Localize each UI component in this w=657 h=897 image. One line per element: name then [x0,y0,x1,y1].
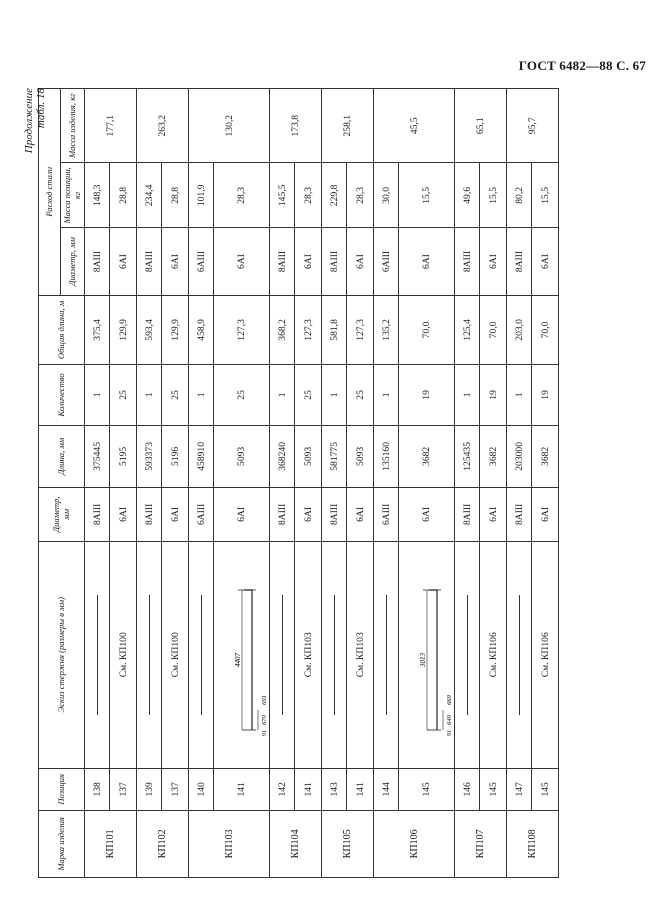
mass-pos-cell: 28,3 [214,163,270,228]
position-cell: 145 [480,768,507,810]
mass-item-cell: 95,7 [507,89,559,163]
total-length-cell: 70,0 [532,295,559,365]
diameter-cell: 6АI [399,488,455,541]
continuation-label: Продолжение табл. 18 [23,88,47,154]
table-row [507,89,532,878]
length-cell: 203000 [507,425,532,488]
total-length-cell: 127,3 [214,295,270,365]
dim-a: 3013 [418,652,427,667]
dim-d: 91 [446,729,453,736]
quantity-cell: 1 [455,365,480,425]
quantity-cell: 19 [399,365,455,425]
table-row [162,89,189,878]
diameter-cell: 8АIII [455,488,480,541]
total-length-cell: 129,9 [162,295,189,365]
mass-pos-cell: 28,3 [347,163,374,228]
table-row [480,89,507,878]
sketch-line [201,595,202,715]
total-length-cell: 129,9 [110,295,137,365]
length-cell: 375445 [85,425,110,488]
total-length-cell: 458,9 [189,295,214,365]
diameter2-cell: 8АIII [455,228,480,295]
mass-pos-cell: 101,9 [189,163,214,228]
sketch-line [519,595,520,715]
col-diameter: Диаметр, мм [39,488,85,541]
sketch-cell [270,541,295,768]
diameter2-cell: 8АIII [137,228,162,295]
length-cell: 5093 [347,425,374,488]
table-row [110,89,137,878]
diameter-cell: 8АIII [322,488,347,541]
col-length: Длина, мм [39,425,85,488]
sketch-cell [399,541,455,768]
sketch-cell: См. КП100 [110,541,137,768]
table-row [532,89,559,878]
position-cell: 147 [507,768,532,810]
mark-cell: КП106 [374,810,455,877]
mark-cell: КП103 [189,810,270,877]
quantity-cell: 19 [532,365,559,425]
mass-pos-cell: 28,8 [162,163,189,228]
diameter-cell: 6АI [480,488,507,541]
diameter2-cell: 6АI [110,228,137,295]
sketch-line [386,595,387,715]
table-row [214,89,270,878]
col-mark: Марка изделия [39,810,85,877]
mark-cell: КП101 [85,810,137,877]
quantity-cell: 25 [162,365,189,425]
diameter2-cell: 8АIII [270,228,295,295]
col-mass-item: Масса изделия, кг [61,89,85,163]
quantity-cell: 1 [137,365,162,425]
total-length-cell: 368,2 [270,295,295,365]
col-steel-group: Расход стали [39,89,61,296]
length-cell: 5093 [295,425,322,488]
position-cell: 137 [162,768,189,810]
position-cell: 144 [374,768,399,810]
mark-cell: КП104 [270,810,322,877]
sketch-cell [374,541,399,768]
sketch-cell [214,541,270,768]
quantity-cell: 1 [374,365,399,425]
total-length-cell: 203,0 [507,295,532,365]
diameter2-cell: 6АIII [374,228,399,295]
diameter-cell: 6АI [532,488,559,541]
diameter-cell: 6АI [162,488,189,541]
position-cell: 145 [399,768,455,810]
mass-pos-cell: 148,3 [85,163,110,228]
diameter2-cell: 6АI [347,228,374,295]
length-cell: 5195 [110,425,137,488]
mass-item-cell: 45,5 [374,89,455,163]
table-row [270,89,295,878]
length-cell: 458910 [189,425,214,488]
length-cell: 581775 [322,425,347,488]
quantity-cell: 1 [322,365,347,425]
mass-item-cell: 65,1 [455,89,507,163]
table-row [399,89,455,878]
length-cell: 368240 [270,425,295,488]
quantity-cell: 19 [480,365,507,425]
mass-pos-cell: 15,5 [399,163,455,228]
col-quantity: Количество [39,365,85,425]
position-cell: 139 [137,768,162,810]
length-cell: 135160 [374,425,399,488]
diameter-cell: 6АI [295,488,322,541]
total-length-cell: 70,0 [480,295,507,365]
sketch-cell: См. КП103 [347,541,374,768]
total-length-cell: 135,2 [374,295,399,365]
sketch-line [97,595,98,715]
col-mass-pos: Масса позиции, кг [61,163,85,228]
sketch-cell [85,541,110,768]
position-cell: 137 [110,768,137,810]
length-cell: 3682 [399,425,455,488]
rebar-sketch-drawing [401,570,453,740]
total-length-cell: 127,3 [347,295,374,365]
quantity-cell: 1 [189,365,214,425]
length-cell: 3682 [480,425,507,488]
table-row [189,89,214,878]
quantity-cell: 25 [295,365,322,425]
diameter-cell: 6АI [214,488,270,541]
position-cell: 141 [214,768,270,810]
position-cell: 141 [347,768,374,810]
diameter2-cell: 6АI [162,228,189,295]
sketch-cell: См. КП103 [295,541,322,768]
quantity-cell: 1 [507,365,532,425]
quantity-cell: 1 [270,365,295,425]
diameter2-cell: 6АI [480,228,507,295]
table-row [137,89,162,878]
specification-table [38,88,559,878]
length-cell: 593373 [137,425,162,488]
diameter-cell: 6АIII [374,488,399,541]
total-length-cell: 127,3 [295,295,322,365]
mass-item-cell: 263,2 [137,89,189,163]
length-cell: 3682 [532,425,559,488]
dim-b: 670 [260,714,268,725]
mark-cell: КП108 [507,810,559,877]
sketch-cell [137,541,162,768]
mass-pos-cell: 145,5 [270,163,295,228]
diameter2-cell: 6АI [295,228,322,295]
mass-item-cell: 177,1 [85,89,137,163]
col-total-length: Общая длина, м [39,295,85,365]
dim-d: 91 [261,729,268,736]
sketch-line [467,595,468,715]
sketch-cell [455,541,480,768]
diameter-cell: 8АIII [507,488,532,541]
quantity-cell: 25 [214,365,270,425]
total-length-cell: 581,8 [322,295,347,365]
position-cell: 141 [295,768,322,810]
mark-cell: КП105 [322,810,374,877]
sketch-cell: См. КП106 [532,541,559,768]
table-row [322,89,347,878]
total-length-cell: 375,4 [85,295,110,365]
length-cell: 5196 [162,425,189,488]
mass-pos-cell: 28,3 [295,163,322,228]
diameter2-cell: 8АIII [322,228,347,295]
mass-pos-cell: 28,8 [110,163,137,228]
quantity-cell: 25 [347,365,374,425]
mass-pos-cell: 229,8 [322,163,347,228]
sketch-cell [189,541,214,768]
sketch-cell [507,541,532,768]
mass-pos-cell: 49,6 [455,163,480,228]
dim-c: 691 [260,694,268,705]
diameter-cell: 6АI [110,488,137,541]
diameter2-cell: 6АI [214,228,270,295]
diameter2-cell: 6АI [399,228,455,295]
diameter-cell: 8АIII [85,488,110,541]
table-row [374,89,399,878]
table-row [85,89,110,878]
mark-cell: КП102 [137,810,189,877]
position-cell: 145 [532,768,559,810]
mass-item-cell: 258,1 [322,89,374,163]
rotated-sheet [23,88,638,878]
rebar-sketch-drawing [216,570,268,740]
diameter2-cell: 8АIII [507,228,532,295]
mass-pos-cell: 15,5 [532,163,559,228]
sketch-cell: См. КП106 [480,541,507,768]
diameter-cell: 8АIII [270,488,295,541]
diameter2-cell: 8АIII [85,228,110,295]
position-cell: 142 [270,768,295,810]
mass-pos-cell: 80,2 [507,163,532,228]
diameter-cell: 6АI [347,488,374,541]
table-row [455,89,480,878]
col-position: Позиция [39,768,85,810]
length-cell: 125435 [455,425,480,488]
sketch-line [334,595,335,715]
diameter-cell: 8АIII [137,488,162,541]
sketch-cell [322,541,347,768]
mass-pos-cell: 15,5 [480,163,507,228]
total-length-cell: 593,4 [137,295,162,365]
mass-item-cell: 173,8 [270,89,322,163]
col-diameter2: Диаметр, мм [61,228,85,295]
table-row [295,89,322,878]
length-cell: 5093 [214,425,270,488]
mass-pos-cell: 234,4 [137,163,162,228]
sketch-line [149,595,150,715]
position-cell: 138 [85,768,110,810]
diameter2-cell: 6АI [532,228,559,295]
mark-cell: КП107 [455,810,507,877]
table-area [23,88,638,878]
mass-item-cell: 130,2 [189,89,270,163]
position-cell: 140 [189,768,214,810]
sketch-line [282,595,283,715]
total-length-cell: 70,0 [399,295,455,365]
quantity-cell: 25 [110,365,137,425]
diameter-cell: 6АIII [189,488,214,541]
dim-b: 649 [445,714,453,725]
quantity-cell: 1 [85,365,110,425]
position-cell: 146 [455,768,480,810]
mass-pos-cell: 30,0 [374,163,399,228]
diameter2-cell: 6АIII [189,228,214,295]
total-length-cell: 125,4 [455,295,480,365]
col-sketch: Эскиз стержня (размеры в мм) [39,541,85,768]
page-header: ГОСТ 6482—88 С. 67 [518,58,646,73]
table-row [347,89,374,878]
position-cell: 143 [322,768,347,810]
sketch-cell: См. КП100 [162,541,189,768]
dim-a: 4407 [233,652,242,667]
dim-c: 669 [445,694,453,705]
